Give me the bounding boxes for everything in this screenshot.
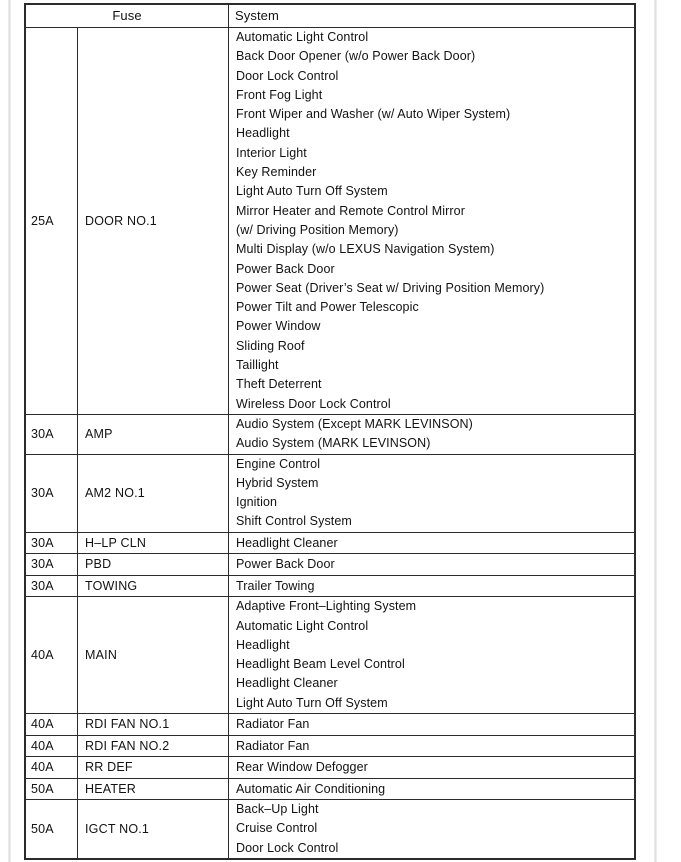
system-list-item: Ignition	[236, 495, 278, 510]
fuse-amperage-cell: 30A	[26, 454, 78, 532]
fuse-amperage-cell: 40A	[26, 714, 78, 736]
table-row	[26, 800, 635, 859]
system-list-item: Power Back Door	[236, 261, 335, 276]
system-list-item: Headlight	[236, 126, 290, 141]
page-edge-right-rule	[654, 0, 657, 862]
fuse-name-cell: HEATER	[78, 778, 229, 800]
system-list	[229, 597, 634, 713]
fuse-name-cell: DOOR NO.1	[78, 28, 229, 415]
system-list-item: Wireless Door Lock Control	[236, 396, 391, 411]
fuse-amperage-cell: 30A	[26, 532, 78, 554]
system-list-cell	[229, 575, 635, 597]
table-row	[26, 778, 635, 800]
system-list-item: Audio System (MARK LEVINSON)	[236, 436, 431, 451]
system-list-item: Rear Window Defogger	[236, 760, 368, 774]
system-list-item: Shift Control System	[236, 514, 352, 529]
system-list-item: Power Tilt and Power Telescopic	[236, 300, 419, 315]
system-list-item-line: Mirror Heater and Remote Control Mirror	[236, 203, 465, 218]
system-list-cell	[229, 714, 635, 736]
system-list	[229, 779, 634, 800]
system-list-item: Radiator Fan	[236, 738, 310, 753]
system-list	[229, 757, 634, 778]
table-row	[26, 714, 635, 736]
system-list-item: Interior Light	[236, 145, 307, 160]
system-list-item: Front Fog Light	[236, 87, 323, 102]
system-list-cell	[229, 597, 635, 714]
fuse-name-cell: RDI FAN NO.1	[78, 714, 229, 736]
fuse-amperage-cell: 30A	[26, 414, 78, 454]
system-list-item: Multi Display (w/o LEXUS Navigation System)	[236, 242, 495, 257]
system-list	[229, 554, 634, 575]
system-list-item: Audio System (Except MARK LEVINSON)	[236, 416, 473, 431]
system-list-cell	[229, 28, 635, 415]
fuse-amperage-cell: 25A	[26, 28, 78, 415]
system-list-item: Radiator Fan	[236, 717, 310, 731]
system-list-cell	[229, 778, 635, 800]
system-list-item: Automatic Light Control	[236, 30, 369, 44]
fuse-amperage-cell: 30A	[26, 575, 78, 597]
system-list-item: Light Auto Turn Off System	[236, 695, 388, 710]
fuse-amperage-cell: 40A	[26, 735, 78, 757]
fuse-system-table	[25, 4, 635, 859]
table-row	[26, 414, 635, 454]
system-list-item: Door Lock Control	[236, 840, 339, 855]
system-list-item: Key Reminder	[236, 165, 317, 180]
table-body	[26, 28, 635, 859]
system-list-item: Automatic Light Control	[236, 618, 369, 633]
table-header-row	[26, 5, 635, 28]
system-list	[229, 714, 634, 735]
fuse-amperage-cell: 30A	[26, 554, 78, 576]
system-list	[229, 533, 634, 554]
system-list-item: Headlight Cleaner	[236, 676, 338, 691]
system-list-cell	[229, 800, 635, 859]
fuse-table-container	[25, 4, 634, 859]
system-list-item: Automatic Air Conditioning	[236, 781, 386, 796]
table-header	[26, 5, 635, 28]
system-list-item: Power Window	[236, 319, 321, 334]
fuse-amperage-cell: 40A	[26, 757, 78, 779]
fuse-amperage-cell: 40A	[26, 597, 78, 714]
system-list-item: Taillight	[236, 358, 279, 373]
system-list-cell	[229, 532, 635, 554]
system-list-item	[229, 202, 634, 241]
system-list-cell	[229, 454, 635, 532]
system-list	[229, 800, 634, 858]
column-header-fuse: Fuse	[26, 5, 229, 28]
system-list-item: Door Lock Control	[236, 68, 339, 83]
system-list-item: Front Wiper and Washer (w/ Auto Wiper System)	[236, 107, 511, 122]
column-header-system: System	[229, 5, 635, 28]
table-row	[26, 757, 635, 779]
system-list-item: Adaptive Front–Lighting System	[236, 599, 417, 614]
system-list-cell	[229, 414, 635, 454]
system-list-item: Back Door Opener (w/o Power Back Door)	[236, 49, 476, 64]
system-list-item: Headlight Cleaner	[236, 535, 338, 550]
system-list	[229, 736, 634, 757]
fuse-amperage-cell: 50A	[26, 778, 78, 800]
fuse-name-cell: IGCT NO.1	[78, 800, 229, 859]
system-list-cell	[229, 757, 635, 779]
system-list	[229, 455, 634, 532]
system-list	[229, 415, 634, 454]
system-list-item: Cruise Control	[236, 821, 318, 836]
system-list-item-line: (w/ Driving Position Memory)	[236, 222, 399, 237]
table-row	[26, 28, 635, 415]
system-list-cell	[229, 554, 635, 576]
system-list	[229, 576, 634, 597]
fuse-name-cell: H–LP CLN	[78, 532, 229, 554]
system-list-item: Engine Control	[236, 456, 321, 471]
system-list-item: Trailer Towing	[236, 578, 315, 593]
fuse-name-cell: TOWING	[78, 575, 229, 597]
fuse-name-cell: AM2 NO.1	[78, 454, 229, 532]
fuse-name-cell: PBD	[78, 554, 229, 576]
system-list-item: Power Seat (Driver’s Seat w/ Driving Position Memory)	[236, 280, 545, 295]
fuse-name-cell: RDI FAN NO.2	[78, 735, 229, 757]
system-list-cell	[229, 735, 635, 757]
fuse-name-cell: MAIN	[78, 597, 229, 714]
system-list-item: Headlight Beam Level Control	[236, 657, 405, 672]
system-list-item: Theft Deterrent	[236, 377, 322, 392]
table-row	[26, 735, 635, 757]
system-list-item: Light Auto Turn Off System	[236, 184, 388, 199]
page-edge-left-rule	[8, 0, 11, 862]
fuse-name-cell: AMP	[78, 414, 229, 454]
system-list	[229, 28, 634, 414]
system-list-item: Hybrid System	[236, 475, 319, 490]
system-list-item: Power Back Door	[236, 557, 335, 572]
fuse-amperage-cell: 50A	[26, 800, 78, 859]
table-row	[26, 597, 635, 714]
table-row	[26, 454, 635, 532]
system-list-item: Sliding Roof	[236, 338, 305, 353]
table-row	[26, 554, 635, 576]
system-list-item: Back–Up Light	[236, 802, 319, 816]
system-list-item: Headlight	[236, 637, 290, 652]
table-row	[26, 575, 635, 597]
table-row	[26, 532, 635, 554]
fuse-name-cell: RR DEF	[78, 757, 229, 779]
